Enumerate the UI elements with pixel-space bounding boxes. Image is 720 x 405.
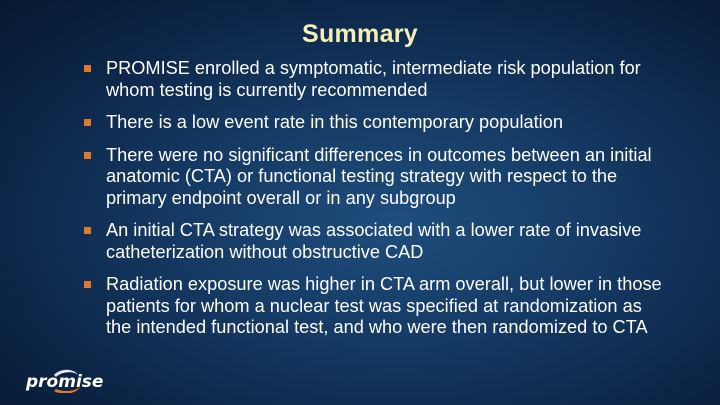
bullet-marker-icon	[84, 227, 91, 234]
bullet-text: Radiation exposure was higher in CTA arm overall, but lower in those patients for whom a nuclear test was specified at randomization as the intended functional test, and who were then randomized to CTA	[106, 274, 662, 337]
bullet-text: An initial CTA strategy was associated with a lower rate of invasive catheterization without obstructive CAD	[106, 220, 642, 262]
bullet-text: PROMISE enrolled a symptomatic, intermediate risk population for whom testing is currently recommended	[106, 58, 641, 100]
bullet-text: There were no significant differences in outcomes between an initial anatomic (CTA) or functional testing strategy with respect to the primary endpoint overall or in any subgroup	[106, 144, 652, 208]
slide-title: Summary	[301, 20, 419, 48]
bullet-marker-icon	[84, 119, 91, 126]
promise-logo-icon	[24, 369, 112, 393]
bullet-item	[80, 112, 670, 134]
promise-logo-graphic	[24, 369, 112, 393]
logo-text: promise	[26, 372, 104, 392]
bullet-item	[80, 145, 670, 210]
bullet-marker-icon	[84, 281, 91, 288]
bullet-item	[80, 58, 670, 101]
bullet-marker-icon	[84, 152, 91, 159]
bullet-item	[80, 220, 670, 263]
bullet-marker-icon	[84, 65, 91, 72]
bullet-list	[80, 58, 670, 339]
bullet-text: There is a low event rate in this contemporary population	[106, 112, 563, 132]
bullet-item	[80, 274, 670, 339]
